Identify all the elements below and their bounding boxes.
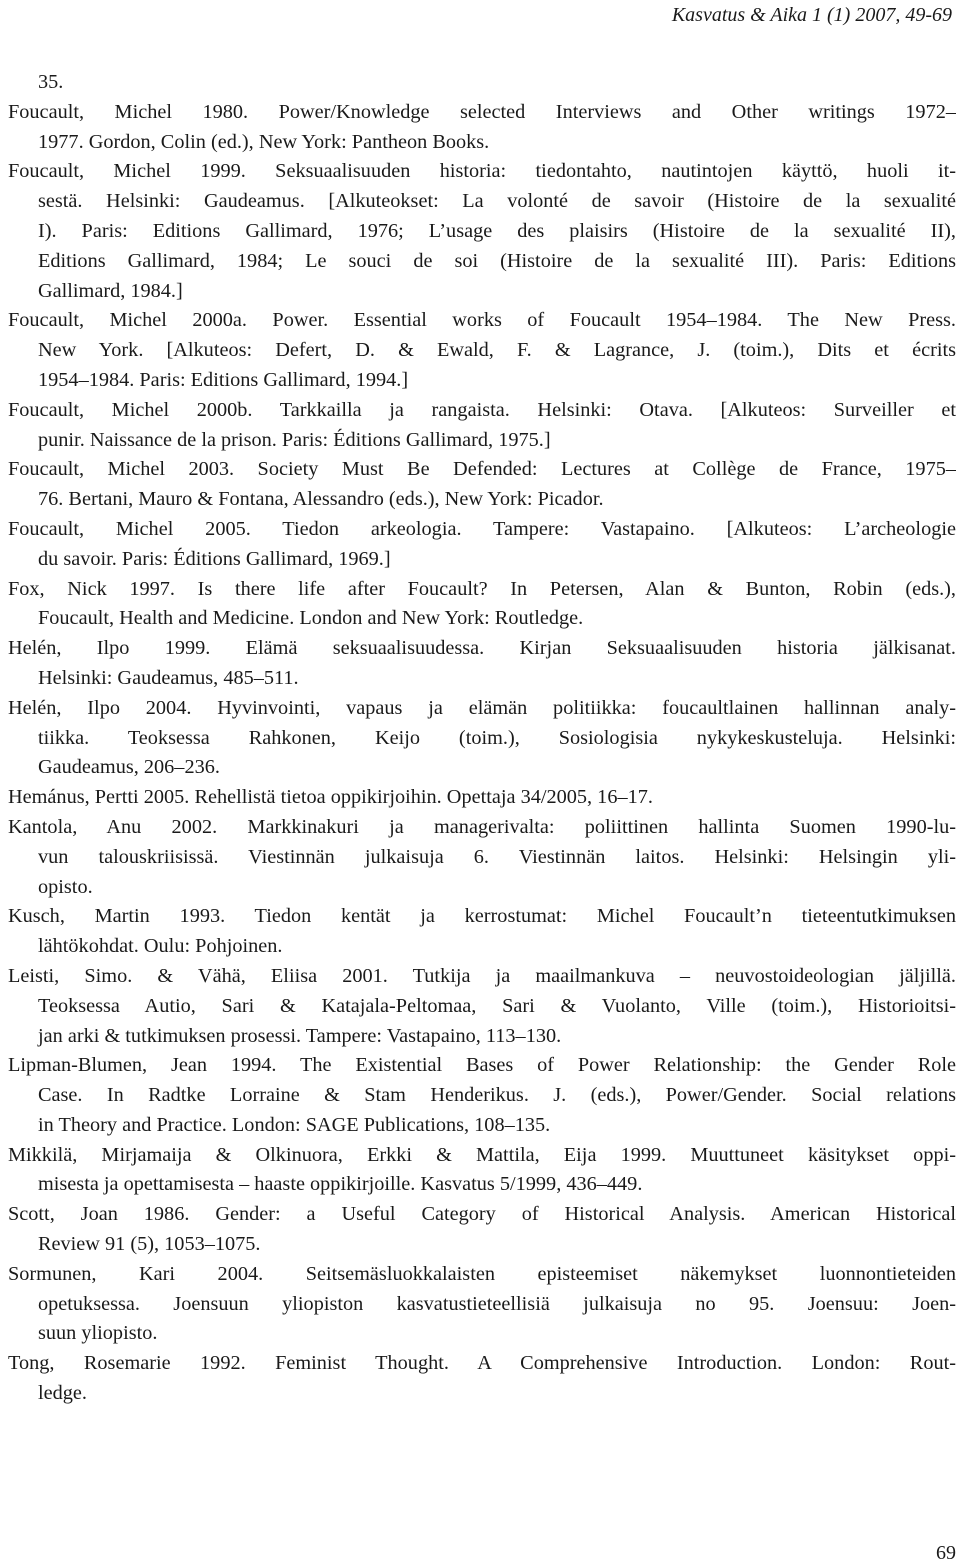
reference-entry (8, 575, 956, 635)
reference-entry (8, 1141, 956, 1201)
reference-line: New York. [Alkuteos: Defert, D. & Ewald, F. & Lagrance, J. (toim.), Dits et écrits (38, 339, 956, 362)
reference-entry (8, 694, 956, 783)
reference-entry (8, 962, 956, 1051)
reference-line: Hemánus, Pertti 2005. Rehellistä tietoa oppikirjoihin. Opettaja 34/2005, 16–17. (8, 786, 653, 809)
reference-entry (8, 1051, 956, 1140)
reference-line: Scott, Joan 1986. Gender: a Useful Category of Historical Analysis. American Historical (8, 1203, 956, 1226)
reference-line: Tong, Rosemarie 1992. Feminist Thought. A Comprehensive Introduction. London: Rout- (8, 1352, 956, 1375)
reference-line: tiikka. Teoksessa Rahkonen, Keijo (toim.), Sosiologisia nykykeskusteluja. Helsinki: (38, 726, 956, 749)
reference-line: Helén, Ilpo 2004. Hyvinvointi, vapaus ja elämän politiikka: foucaultlainen hallinnan analy- (8, 696, 956, 719)
reference-line: jan arki & tutkimuksen prosessi. Tampere: Vastapaino, 113–130. (38, 1024, 562, 1047)
reference-line: vun talouskriisissä. Viestinnän julkaisuja 6. Viestinnän laitos. Helsinki: Helsingin yli- (38, 845, 956, 868)
reference-entry (8, 396, 956, 456)
reference-line: 1954–1984. Paris: Editions Gallimard, 1994.] (38, 368, 409, 391)
reference-line: Teoksessa Autio, Sari & Katajala-Peltomaa, Sari & Vuolanto, Ville (toim.), Historioitsi- (38, 994, 956, 1017)
reference-line: opisto. (38, 875, 93, 898)
reference-line: Sormunen, Kari 2004. Seitsemäsluokkalaisten episteemiset näkemykset luonnontieteiden (8, 1262, 956, 1285)
reference-line: Review 91 (5), 1053–1075. (38, 1233, 261, 1256)
reference-entry (8, 98, 956, 158)
reference-entry (8, 813, 956, 902)
reference-line: suun yliopisto. (38, 1322, 158, 1345)
reference-line: Foucault, Michel 1980. Power/Knowledge selected Interviews and Other writings 1972– (8, 100, 956, 123)
reference-entry (8, 515, 956, 575)
reference-line: Helsinki: Gaudeamus, 485–511. (38, 666, 299, 689)
reference-line: Leisti, Simo. & Vähä, Eliisa 2001. Tutkija ja maailmankuva – neuvostoideologian jäljillä. (8, 964, 956, 987)
reference-line: I). Paris: Editions Gallimard, 1976; L’usage des plaisirs (Histoire de la sexualité II), (38, 219, 956, 242)
reference-line: Foucault, Michel 1999. Seksuaalisuuden historia: tiedontahto, nautintojen käyttö, huoli it- (8, 160, 956, 183)
reference-line: Gaudeamus, 206–236. (38, 756, 220, 779)
reference-line: Foucault, Michel 2005. Tiedon arkeologia. Tampere: Vastapaino. [Alkuteos: L’archeologie (8, 517, 956, 540)
reference-line: sestä. Helsinki: Gaudeamus. [Alkuteokset: La volonté de savoir (Histoire de la sexualité (38, 190, 956, 213)
reference-line: opetuksessa. Joensuun yliopiston kasvatustieteellisiä julkaisuja no 95. Joensuu: Joen- (38, 1292, 956, 1315)
reference-line: Kusch, Martin 1993. Tiedon kentät ja kerrostumat: Michel Foucault’n tieteentutkimuksen (8, 905, 956, 928)
reference-line: Fox, Nick 1997. Is there life after Foucault? In Petersen, Alan & Bunton, Robin (eds.), (8, 577, 956, 600)
running-header: Kasvatus & Aika 1 (1) 2007, 49-69 (671, 4, 952, 26)
reference-line: punir. Naissance de la prison. Paris: Éditions Gallimard, 1975.] (38, 428, 551, 451)
reference-line: du savoir. Paris: Éditions Gallimard, 1969.] (38, 547, 391, 570)
reference-entry (8, 783, 956, 813)
reference-entry (8, 1200, 956, 1260)
reference-line: 1977. Gordon, Colin (ed.), New York: Pantheon Books. (38, 130, 490, 153)
reference-line: Kantola, Anu 2002. Markkinakuri ja managerivalta: poliittinen hallinta Suomen 1990-lu- (8, 815, 956, 838)
reference-entry (8, 157, 956, 306)
reference-line: lähtökohdat. Oulu: Pohjoinen. (38, 935, 283, 958)
reference-line: in Theory and Practice. London: SAGE Publications, 108–135. (38, 1113, 551, 1136)
reference-line: Case. In Radtke Lorraine & Stam Henderikus. J. (eds.), Power/Gender. Social relations (38, 1084, 956, 1107)
reference-list (8, 68, 956, 1409)
reference-line: misesta ja opettamisesta – haaste oppikirjoille. Kasvatus 5/1999, 436–449. (38, 1173, 643, 1196)
reference-entry (8, 455, 956, 515)
reference-line: Mikkilä, Mirjamaija & Olkinuora, Erkki & Mattila, Eija 1999. Muuttuneet käsitykset oppi- (8, 1143, 956, 1166)
page-number: 69 (936, 1542, 956, 1564)
reference-entry (8, 902, 956, 962)
reference-line: Foucault, Health and Medicine. London and New York: Routledge. (38, 607, 584, 630)
reference-entry (8, 634, 956, 694)
reference-line: ledge. (38, 1382, 87, 1405)
reference-line: Foucault, Michel 2000a. Power. Essential works of Foucault 1954–1984. The New Press. (8, 309, 956, 332)
reference-line: Gallimard, 1984.] (38, 279, 183, 302)
reference-line: Helén, Ilpo 1999. Elämä seksuaalisuudessa. Kirjan Seksuaalisuuden historia jälkisanat. (8, 637, 956, 660)
reference-line: 76. Bertani, Mauro & Fontana, Alessandro (eds.), New York: Picador. (38, 488, 604, 511)
reference-line: Lipman-Blumen, Jean 1994. The Existential Bases of Power Relationship: the Gender Role (8, 1054, 956, 1077)
reference-line: Foucault, Michel 2000b. Tarkkailla ja rangaista. Helsinki: Otava. [Alkuteos: Surveiller et (8, 398, 956, 421)
reference-line: Editions Gallimard, 1984; Le souci de soi (Histoire de la sexualité III). Paris: Editions (38, 249, 956, 272)
reference-entry (8, 1260, 956, 1349)
reference-entry (8, 1349, 956, 1409)
reference-entry (8, 306, 956, 395)
reference-line: 35. (38, 71, 64, 93)
reference-line: Foucault, Michel 2003. Society Must Be Defended: Lectures at Collège de France, 1975– (8, 458, 956, 481)
